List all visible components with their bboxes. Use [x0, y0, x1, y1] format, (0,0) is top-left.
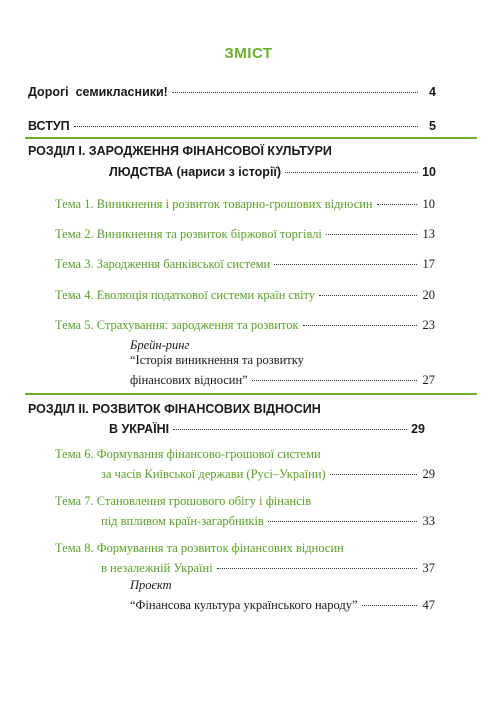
- toc-entry-label: в незалежній Україні: [101, 560, 213, 575]
- dot-leader: [268, 507, 417, 522]
- toc-entry-label: Тема 3. Зародження банківської системи: [55, 256, 271, 271]
- toc-page-number: 27: [422, 372, 435, 387]
- project-label: Проєкт: [130, 578, 172, 592]
- dot-leader: [74, 112, 418, 127]
- toc-entry-foreword[interactable]: [28, 81, 436, 99]
- toc-page-number: 5: [429, 118, 436, 133]
- section-divider: [25, 393, 477, 395]
- toc-entry-label: ВСТУП: [28, 118, 70, 133]
- toc-entry-topic-7[interactable]: Тема 7. Становлення грошового обігу і фінансів: [55, 494, 312, 508]
- brain-ring-title-continued: фінансових відносин”: [130, 372, 248, 387]
- toc-entry-label: за часів Київської держави (Русі–України): [101, 466, 326, 481]
- toc-entry-topic-2[interactable]: [55, 223, 435, 242]
- toc-entry-label: Дорогі семикласники!: [28, 84, 168, 99]
- dot-leader: [172, 78, 418, 93]
- toc-entry-topic-4[interactable]: [55, 284, 435, 303]
- toc-page-number: 17: [422, 256, 435, 271]
- toc-entry-topic-5[interactable]: [55, 314, 435, 333]
- section-2-heading[interactable]: РОЗДІЛ ІІ. РОЗВИТОК ФІНАНСОВИХ ВІДНОСИН: [28, 402, 321, 416]
- dot-leader: [303, 311, 417, 326]
- toc-page-number: 29: [411, 421, 425, 436]
- dot-leader: [326, 220, 417, 235]
- dot-leader: [377, 190, 417, 205]
- brain-ring-label: Брейн-ринг: [130, 338, 190, 352]
- dot-leader: [173, 415, 407, 430]
- project-title: “Фінансова культура українського народу”: [130, 597, 358, 612]
- toc-page-number: 4: [429, 84, 436, 99]
- section-divider: [25, 137, 477, 139]
- toc-page-number: 37: [422, 560, 435, 575]
- dot-leader: [285, 158, 418, 173]
- toc-entry-topic-8-cont[interactable]: [101, 557, 435, 576]
- toc-entry-section-2[interactable]: [109, 418, 425, 436]
- toc-page-number: 20: [422, 287, 435, 302]
- toc-entry-topic-8[interactable]: Тема 8. Формування та розвиток фінансових відносин: [55, 541, 344, 555]
- toc-entry-project[interactable]: [130, 594, 435, 613]
- section-1-heading-continued: ЛЮДСТВА (нариси з історії): [109, 164, 282, 179]
- dot-leader: [362, 591, 417, 606]
- toc-entry-label: Тема 1. Виникнення і розвиток товарно-грошових відносин: [55, 196, 373, 211]
- toc-entry-label: Тема 4. Еволюція податкової системи країн світу: [55, 287, 315, 302]
- toc-entry-brain-ring[interactable]: [130, 369, 435, 388]
- toc-entry-intro[interactable]: [28, 115, 436, 133]
- toc-entry-label: Тема 2. Виникнення та розвиток біржової торгівлі: [55, 226, 322, 241]
- dot-leader: [274, 250, 417, 265]
- toc-page-number: 47: [422, 597, 435, 612]
- toc-page-number: 29: [422, 466, 435, 481]
- section-2-heading-continued: В УКРАЇНІ: [109, 421, 170, 436]
- toc-page-number: 23: [422, 317, 435, 332]
- dot-leader: [319, 281, 417, 296]
- toc-entry-label: під впливом країн-загарбників: [101, 513, 264, 528]
- toc-page-number: 10: [422, 164, 436, 179]
- page-title: ЗМІСТ: [224, 45, 273, 62]
- brain-ring-title[interactable]: “Історія виникнення та розвитку: [130, 353, 304, 367]
- toc-page-number: 13: [422, 226, 435, 241]
- toc-entry-label: Тема 5. Страхування: зародження та розвиток: [55, 317, 299, 332]
- toc-entry-topic-7-cont[interactable]: [101, 510, 435, 529]
- section-1-heading[interactable]: РОЗДІЛ І. ЗАРОДЖЕННЯ ФІНАНСОВОЇ КУЛЬТУРИ: [28, 144, 332, 158]
- dot-leader: [252, 366, 417, 381]
- toc-entry-topic-3[interactable]: [55, 253, 435, 272]
- toc-entry-topic-6[interactable]: Тема 6. Формування фінансово-грошової системи: [55, 447, 321, 461]
- dot-leader: [330, 460, 417, 475]
- toc-entry-topic-1[interactable]: [55, 193, 435, 212]
- toc-entry-topic-6-cont[interactable]: [101, 463, 435, 482]
- dot-leader: [217, 554, 417, 569]
- toc-entry-section-1[interactable]: [109, 161, 436, 179]
- toc-page-number: 33: [422, 513, 435, 528]
- toc-page-number: 10: [422, 196, 435, 211]
